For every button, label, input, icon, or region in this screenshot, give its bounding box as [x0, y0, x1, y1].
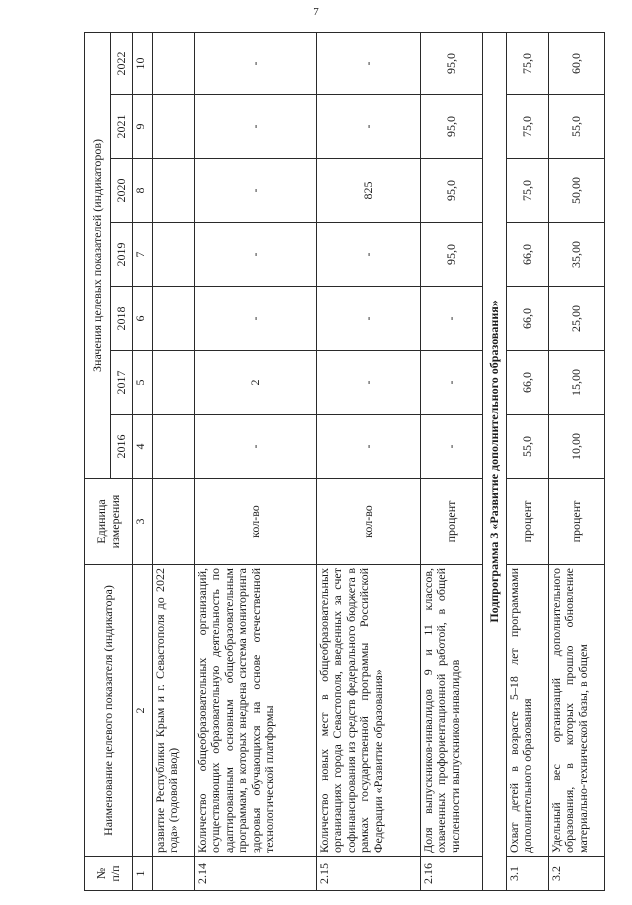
row-num: 3.2 — [549, 857, 605, 891]
row-value: - — [195, 287, 317, 351]
row-value: 95,0 — [421, 95, 483, 159]
index-cell: 3 — [133, 479, 153, 565]
row-value: 95,0 — [421, 223, 483, 287]
row-name: Удельный вес организаций дополнительного образования, в которых прошло обновление материально-технической базы, в общем — [549, 565, 605, 857]
row-unit: процент — [507, 479, 549, 565]
row-value: 50,00 — [549, 159, 605, 223]
subprogram-row — [483, 32, 507, 890]
index-cell: 8 — [133, 159, 153, 223]
table-row — [421, 32, 483, 890]
index-cell: 7 — [133, 223, 153, 287]
row-value: 2 — [195, 351, 317, 415]
row-value: - — [195, 223, 317, 287]
row-value: 55,0 — [549, 95, 605, 159]
row-value — [153, 287, 195, 351]
table-row — [549, 32, 605, 890]
row-name: Доля выпускников-инвалидов 9 и 11 классов, охваченных профориентационной работой, в общей численности выпускников-инвалидов — [421, 565, 483, 857]
row-value: - — [317, 415, 421, 479]
row-value: - — [317, 287, 421, 351]
row-unit: кол-во — [317, 479, 421, 565]
row-value: 66,0 — [507, 351, 549, 415]
row-value — [153, 32, 195, 94]
row-unit — [153, 479, 195, 565]
index-cell: 10 — [133, 32, 153, 94]
row-unit: кол-во — [195, 479, 317, 565]
row-value: 10,00 — [549, 415, 605, 479]
index-cell: 4 — [133, 415, 153, 479]
row-num: 2.16 — [421, 857, 483, 891]
row-num: 3.1 — [507, 857, 549, 891]
table-row — [317, 32, 421, 890]
row-value: - — [317, 95, 421, 159]
row-value: - — [195, 415, 317, 479]
header-num: № п/п — [85, 857, 133, 891]
row-value: - — [317, 32, 421, 94]
header-name: Наименование целевого показателя (индикатора) — [85, 565, 133, 857]
header-year: 2019 — [111, 223, 133, 287]
row-value — [153, 159, 195, 223]
row-value: 15,00 — [549, 351, 605, 415]
row-value: 75,0 — [507, 95, 549, 159]
row-value: - — [317, 351, 421, 415]
header-year: 2022 — [111, 32, 133, 94]
row-value: - — [195, 32, 317, 94]
row-value: - — [195, 159, 317, 223]
row-name: Количество общеобразовательных организаций, осуществляющих образовательную деятельность по адаптированным основным общеобразовательным программам, в которых внедрена система мониторинга здоровья обучающихся на основе отечественной технологической платформы — [195, 565, 317, 857]
table-row — [507, 32, 549, 890]
header-year: 2018 — [111, 287, 133, 351]
table-row — [153, 32, 195, 890]
row-num: 2.14 — [195, 857, 317, 891]
rotated-table-area — [84, 33, 604, 891]
row-value — [153, 415, 195, 479]
row-value — [153, 351, 195, 415]
subprogram-title: Подпрограмма 3 «Развитие дополнительного образования» — [483, 32, 507, 890]
header-values-group: Значения целевых показателей (индикаторов) — [85, 32, 111, 478]
header-year: 2017 — [111, 351, 133, 415]
row-name: развитие Республики Крым и г. Севастополя до 2022 года» (годовой ввод) — [153, 565, 195, 857]
header-year: 2020 — [111, 159, 133, 223]
row-value: - — [421, 351, 483, 415]
header-year: 2021 — [111, 95, 133, 159]
row-name: Охват детей в возрасте 5–18 лет программами дополнительного образования — [507, 565, 549, 857]
row-name: Количество новых мест в общеобразовательных организациях города Севастополя, введенных за счет софинансирования из средств федерального бюджета в рамках государственной программы Российской Федерации «Развитие образования» — [317, 565, 421, 857]
row-unit: процент — [549, 479, 605, 565]
row-num — [153, 857, 195, 891]
indicators-table — [84, 32, 605, 891]
table-row — [195, 32, 317, 890]
row-value — [153, 223, 195, 287]
row-value: - — [195, 95, 317, 159]
row-value: 55,0 — [507, 415, 549, 479]
header-row-1 — [85, 32, 111, 890]
header-year: 2016 — [111, 415, 133, 479]
row-value: - — [421, 415, 483, 479]
row-value: 825 — [317, 159, 421, 223]
row-value: 95,0 — [421, 159, 483, 223]
row-num: 2.15 — [317, 857, 421, 891]
index-cell: 2 — [133, 565, 153, 857]
index-row — [133, 32, 153, 890]
index-cell: 9 — [133, 95, 153, 159]
index-cell: 6 — [133, 287, 153, 351]
index-cell: 1 — [133, 857, 153, 891]
row-value: 35,00 — [549, 223, 605, 287]
row-value: 75,0 — [507, 159, 549, 223]
header-unit: Единица измерения — [85, 479, 133, 565]
row-value: 66,0 — [507, 287, 549, 351]
row-value: 66,0 — [507, 223, 549, 287]
row-value — [153, 95, 195, 159]
page-number: 7 — [313, 6, 319, 18]
row-value: 60,0 — [549, 32, 605, 94]
row-unit: процент — [421, 479, 483, 565]
row-value: - — [421, 287, 483, 351]
row-value: - — [317, 223, 421, 287]
row-value: 25,00 — [549, 287, 605, 351]
rotated-table-container — [84, 33, 604, 891]
index-cell: 5 — [133, 351, 153, 415]
row-value: 75,0 — [507, 32, 549, 94]
row-value: 95,0 — [421, 32, 483, 94]
